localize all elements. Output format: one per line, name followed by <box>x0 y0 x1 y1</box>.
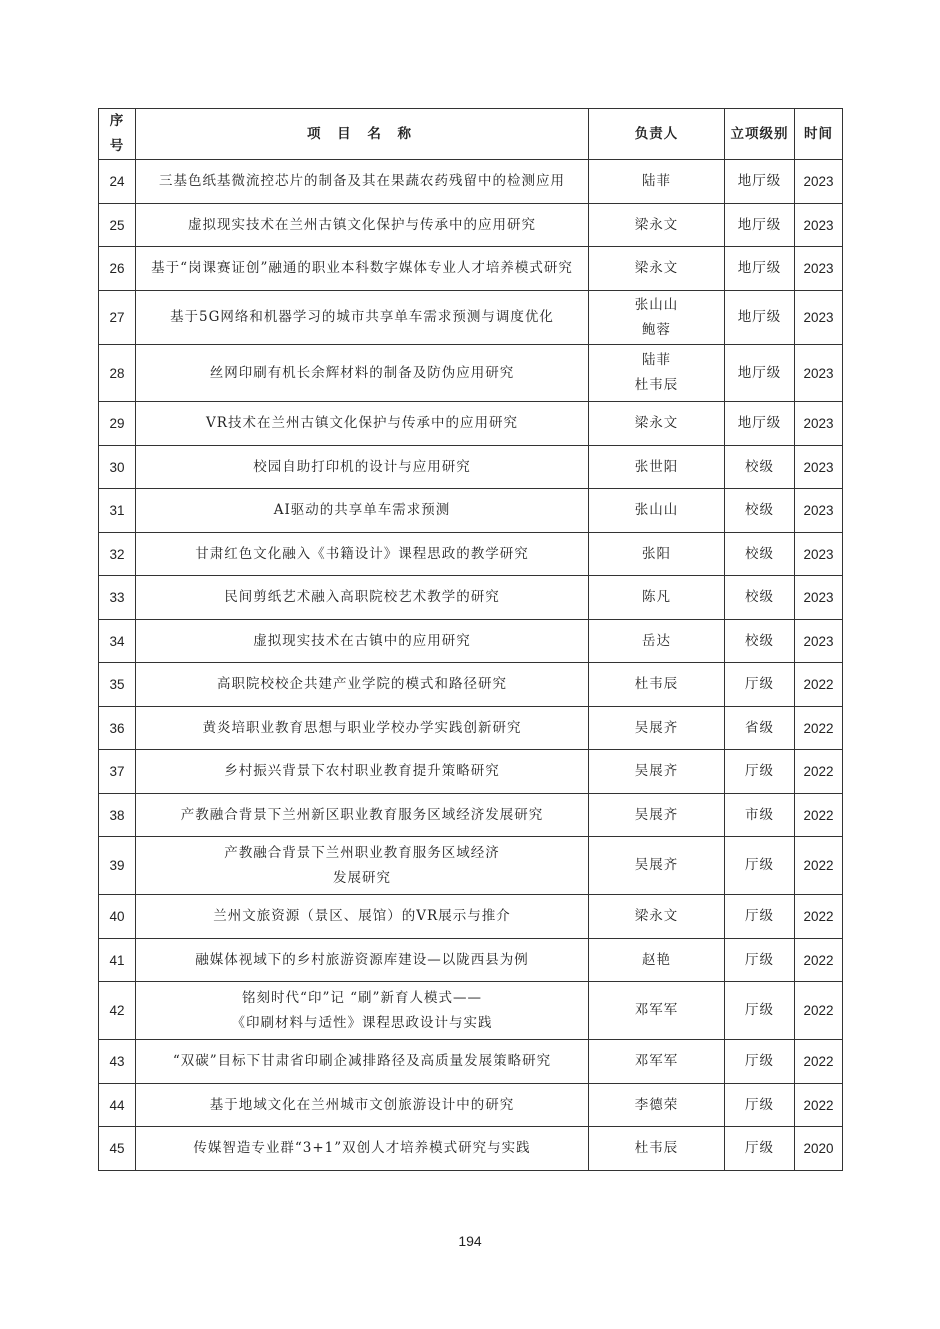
cell-seq: 43 <box>99 1040 136 1084</box>
leader-name: 吴展齐 <box>634 719 679 736</box>
cell-level: 厅级 <box>725 750 795 794</box>
cell-seq: 45 <box>99 1127 136 1171</box>
project-name-line: 校园自助打印机的设计与应用研究 <box>253 458 471 475</box>
project-name-line: 传媒智造专业群“3+1”双创人才培养模式研究与实践 <box>193 1140 531 1156</box>
cell-leader <box>589 939 725 982</box>
cell-seq: 26 <box>99 247 136 291</box>
cell-project-name <box>136 204 589 247</box>
cell-leader <box>589 750 725 794</box>
header-level: 立项级别 <box>725 109 795 160</box>
cell-project-name <box>136 707 589 750</box>
cell-seq: 31 <box>99 489 136 533</box>
cell-year: 2022 <box>795 1084 843 1127</box>
leader-name: 陈凡 <box>642 589 671 605</box>
project-name-line: 虚拟现实技术在古镇中的应用研究 <box>253 632 471 649</box>
cell-year: 2022 <box>795 707 843 750</box>
cell-leader <box>589 794 725 837</box>
leader-name: 梁永文 <box>634 216 679 233</box>
project-name-line: 三基色纸基微流控芯片的制备及其在果蔬农药残留中的检测应用 <box>159 173 565 189</box>
project-table-container <box>98 108 842 1171</box>
cell-level: 厅级 <box>725 1084 795 1127</box>
cell-seq: 35 <box>99 663 136 707</box>
cell-seq: 37 <box>99 750 136 794</box>
table-row <box>99 895 843 939</box>
cell-project-name <box>136 291 589 345</box>
cell-seq: 41 <box>99 939 136 982</box>
table-row <box>99 291 843 345</box>
table-row <box>99 345 843 402</box>
leader-name: 张世阳 <box>634 458 679 475</box>
cell-year: 2023 <box>795 345 843 402</box>
cell-level: 地厅级 <box>725 160 795 204</box>
cell-level: 校级 <box>725 533 795 576</box>
leader-name: 陆菲 <box>642 173 671 189</box>
cell-project-name <box>136 489 589 533</box>
project-name-line: 高职院校校企共建产业学院的模式和路径研究 <box>217 676 507 692</box>
cell-level: 地厅级 <box>725 247 795 291</box>
table-row <box>99 402 843 446</box>
project-name-line: 产教融合背景下兰州新区职业教育服务区域经济发展研究 <box>180 806 544 823</box>
leader-name: 吴展齐 <box>634 806 679 823</box>
leader-name: 赵艳 <box>642 951 671 968</box>
cell-project-name <box>136 750 589 794</box>
cell-leader <box>589 982 725 1040</box>
header-seq: 序号 <box>99 109 136 160</box>
cell-leader <box>589 489 725 533</box>
cell-project-name <box>136 402 589 446</box>
cell-seq: 32 <box>99 533 136 576</box>
cell-seq: 25 <box>99 204 136 247</box>
header-leader: 负责人 <box>589 109 725 160</box>
cell-seq: 38 <box>99 794 136 837</box>
cell-level: 校级 <box>725 576 795 620</box>
cell-seq: 28 <box>99 345 136 402</box>
table-row <box>99 750 843 794</box>
cell-seq: 42 <box>99 982 136 1040</box>
table-row <box>99 1127 843 1171</box>
table-row <box>99 837 843 895</box>
project-name-line: 融媒体视域下的乡村旅游资源库建设—以陇西县为例 <box>195 951 529 968</box>
project-name-line: 甘肃红色文化融入《书籍设计》课程思政的教学研究 <box>195 545 529 562</box>
cell-year: 2022 <box>795 939 843 982</box>
cell-level: 地厅级 <box>725 204 795 247</box>
cell-project-name <box>136 576 589 620</box>
cell-project-name <box>136 794 589 837</box>
leader-name: 邓军军 <box>634 1053 679 1069</box>
cell-seq: 24 <box>99 160 136 204</box>
cell-year: 2023 <box>795 576 843 620</box>
project-name-line: 发展研究 <box>333 869 391 886</box>
header-year: 时间 <box>795 109 843 160</box>
leader-name: 陆菲 <box>642 352 671 368</box>
cell-project-name <box>136 1127 589 1171</box>
project-name-line: 乡村振兴背景下农村职业教育提升策略研究 <box>224 763 500 779</box>
cell-leader <box>589 1040 725 1084</box>
table-row <box>99 939 843 982</box>
cell-seq: 33 <box>99 576 136 620</box>
cell-seq: 36 <box>99 707 136 750</box>
cell-leader <box>589 402 725 446</box>
cell-leader <box>589 663 725 707</box>
cell-seq: 34 <box>99 620 136 663</box>
project-name-line: 基于地域文化在兰州城市文创旅游设计中的研究 <box>209 1096 515 1113</box>
cell-leader <box>589 291 725 345</box>
cell-project-name <box>136 939 589 982</box>
cell-year: 2023 <box>795 489 843 533</box>
cell-year: 2022 <box>795 895 843 939</box>
cell-leader <box>589 837 725 895</box>
table-row <box>99 160 843 204</box>
cell-year: 2023 <box>795 160 843 204</box>
cell-leader <box>589 446 725 489</box>
leader-name: 张阳 <box>642 545 671 562</box>
project-name-line: 黄炎培职业教育思想与职业学校办学实践创新研究 <box>202 719 522 736</box>
project-name-line: 丝网印刷有机长余辉材料的制备及防伪应用研究 <box>209 364 515 381</box>
cell-level: 校级 <box>725 446 795 489</box>
table-row <box>99 1084 843 1127</box>
project-name-line: 《印刷材料与适性》课程思政设计与实践 <box>231 1014 493 1031</box>
cell-year: 2023 <box>795 204 843 247</box>
project-name-line: VR技术在兰州古镇文化保护与传承中的应用研究 <box>206 415 518 431</box>
cell-year: 2023 <box>795 620 843 663</box>
cell-level: 厅级 <box>725 982 795 1040</box>
cell-seq: 40 <box>99 895 136 939</box>
table-row <box>99 982 843 1040</box>
cell-project-name <box>136 663 589 707</box>
leader-name: 张山山 <box>634 296 679 313</box>
table-row <box>99 620 843 663</box>
cell-year: 2022 <box>795 663 843 707</box>
cell-year: 2022 <box>795 1040 843 1084</box>
table-row <box>99 533 843 576</box>
project-name-line: 铭刻时代“印”记 “刷”新育人模式—— <box>242 989 482 1006</box>
leader-name: 鲍蓉 <box>642 321 671 338</box>
page-number: 194 <box>458 1233 482 1249</box>
cell-seq: 27 <box>99 291 136 345</box>
cell-level: 校级 <box>725 620 795 663</box>
cell-level: 厅级 <box>725 939 795 982</box>
cell-leader <box>589 1127 725 1171</box>
table-row <box>99 247 843 291</box>
cell-project-name <box>136 345 589 402</box>
cell-level: 厅级 <box>725 1040 795 1084</box>
cell-year: 2023 <box>795 247 843 291</box>
project-name-line: 基于“岗课赛证创”融通的职业本科数字媒体专业人才培养模式研究 <box>151 260 573 276</box>
table-row <box>99 707 843 750</box>
project-name-line: 产教融合背景下兰州职业教育服务区域经济 <box>224 844 500 861</box>
cell-project-name <box>136 1084 589 1127</box>
cell-level: 厅级 <box>725 895 795 939</box>
table-row <box>99 1040 843 1084</box>
leader-name: 杜韦辰 <box>634 377 679 393</box>
table-header-row <box>99 109 843 160</box>
table-row <box>99 663 843 707</box>
cell-leader <box>589 247 725 291</box>
leader-name: 梁永文 <box>634 908 679 924</box>
project-name-line: 虚拟现实技术在兰州古镇文化保护与传承中的应用研究 <box>188 216 536 233</box>
cell-leader <box>589 620 725 663</box>
cell-leader <box>589 533 725 576</box>
cell-year: 2022 <box>795 750 843 794</box>
table-row <box>99 576 843 620</box>
project-table <box>98 108 843 1171</box>
cell-project-name <box>136 160 589 204</box>
cell-project-name <box>136 982 589 1040</box>
project-name-line: AI驱动的共享单车需求预测 <box>273 502 451 518</box>
header-project-name: 项 目 名 称 <box>136 109 589 160</box>
table-row <box>99 794 843 837</box>
cell-seq: 39 <box>99 837 136 895</box>
cell-leader <box>589 160 725 204</box>
cell-year: 2022 <box>795 982 843 1040</box>
table-row <box>99 204 843 247</box>
leader-name: 张山山 <box>634 502 679 518</box>
cell-project-name <box>136 533 589 576</box>
cell-leader <box>589 1084 725 1127</box>
leader-name: 李德荣 <box>634 1096 679 1113</box>
table-row <box>99 446 843 489</box>
leader-name: 岳达 <box>642 632 671 649</box>
table-row <box>99 489 843 533</box>
cell-year: 2023 <box>795 533 843 576</box>
leader-name: 梁永文 <box>634 260 679 276</box>
cell-project-name <box>136 895 589 939</box>
leader-name: 吴展齐 <box>634 857 679 873</box>
leader-name: 杜韦辰 <box>634 1140 679 1156</box>
cell-leader <box>589 895 725 939</box>
cell-leader <box>589 707 725 750</box>
cell-year: 2023 <box>795 402 843 446</box>
cell-year: 2023 <box>795 291 843 345</box>
cell-project-name <box>136 1040 589 1084</box>
cell-level: 地厅级 <box>725 402 795 446</box>
cell-seq: 44 <box>99 1084 136 1127</box>
cell-level: 校级 <box>725 489 795 533</box>
cell-leader <box>589 204 725 247</box>
cell-year: 2022 <box>795 837 843 895</box>
cell-project-name <box>136 446 589 489</box>
project-name-line: 兰州文旅资源（景区、展馆）的VR展示与推介 <box>213 908 511 924</box>
cell-level: 省级 <box>725 707 795 750</box>
cell-level: 厅级 <box>725 1127 795 1171</box>
cell-project-name <box>136 620 589 663</box>
cell-year: 2023 <box>795 446 843 489</box>
project-name-line: 基于5G网络和机器学习的城市共享单车需求预测与调度优化 <box>170 309 554 325</box>
cell-leader <box>589 576 725 620</box>
cell-year: 2022 <box>795 794 843 837</box>
project-name-line: 民间剪纸艺术融入高职院校艺术教学的研究 <box>224 589 500 605</box>
cell-project-name <box>136 247 589 291</box>
table-body <box>99 160 843 1171</box>
cell-seq: 29 <box>99 402 136 446</box>
leader-name: 梁永文 <box>634 415 679 431</box>
leader-name: 吴展齐 <box>634 763 679 779</box>
project-name-line: “双碳”目标下甘肃省印刷企减排路径及高质量发展策略研究 <box>172 1053 552 1069</box>
cell-project-name <box>136 837 589 895</box>
cell-level: 地厅级 <box>725 291 795 345</box>
leader-name: 邓军军 <box>634 1002 679 1018</box>
cell-level: 地厅级 <box>725 345 795 402</box>
cell-level: 市级 <box>725 794 795 837</box>
cell-level: 厅级 <box>725 837 795 895</box>
cell-year: 2020 <box>795 1127 843 1171</box>
cell-level: 厅级 <box>725 663 795 707</box>
cell-leader <box>589 345 725 402</box>
leader-name: 杜韦辰 <box>634 676 679 692</box>
cell-seq: 30 <box>99 446 136 489</box>
